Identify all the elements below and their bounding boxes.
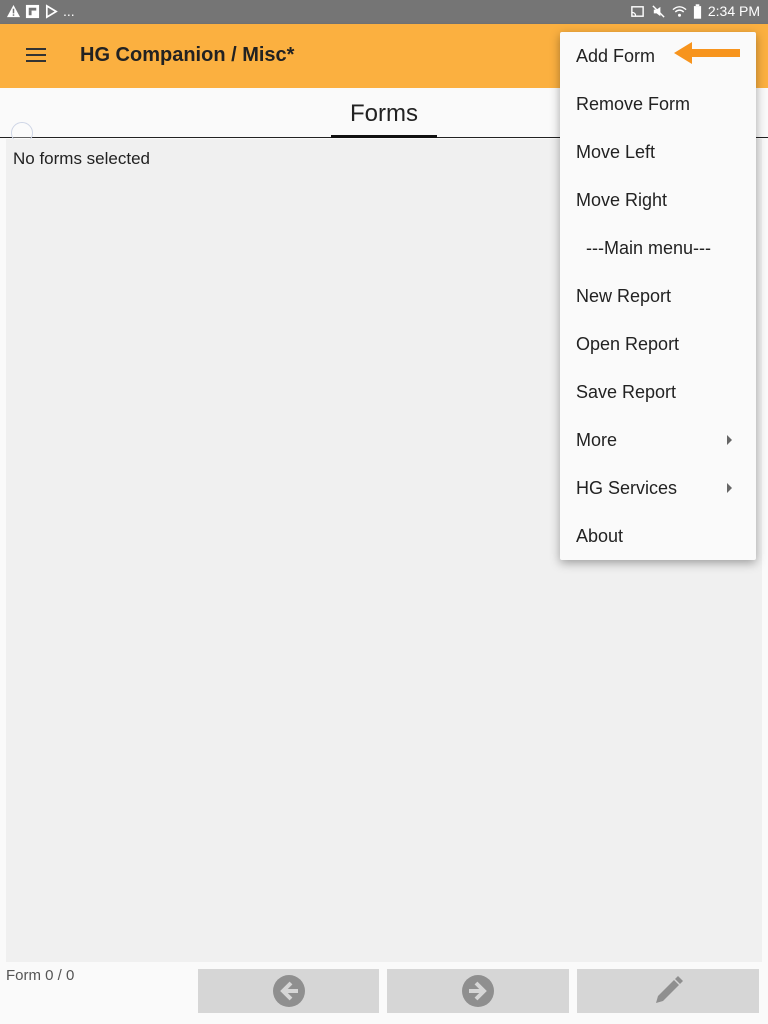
menu-item-new-report[interactable] bbox=[560, 272, 756, 320]
menu-item-label: Add Form bbox=[576, 46, 656, 66]
hamburger-menu-icon[interactable] bbox=[26, 48, 46, 64]
pencil-icon bbox=[650, 973, 686, 1009]
menu-separator-label: ---Main menu--- bbox=[586, 238, 712, 258]
mute-icon bbox=[651, 4, 666, 19]
next-arrow-icon bbox=[461, 974, 495, 1008]
menu-item-about[interactable] bbox=[560, 512, 756, 560]
previous-form-button[interactable] bbox=[198, 969, 379, 1013]
menu-item-save-report[interactable] bbox=[560, 368, 756, 416]
prev-arrow-icon bbox=[272, 974, 306, 1008]
status-bar-left bbox=[6, 3, 75, 19]
tab-forms[interactable]: Forms bbox=[331, 100, 437, 138]
menu-item-move-right[interactable] bbox=[560, 176, 756, 224]
empty-forms-message: No forms selected bbox=[13, 149, 150, 168]
menu-item-label: HG Services bbox=[576, 478, 678, 498]
menu-item-more[interactable] bbox=[560, 416, 756, 464]
menu-item-label: Move Right bbox=[576, 190, 668, 210]
pointer-arrow-icon bbox=[668, 38, 744, 68]
status-bar-right bbox=[630, 3, 760, 19]
menu-item-label: Move Left bbox=[576, 142, 656, 162]
menu-item-label: Remove Form bbox=[576, 94, 691, 114]
edit-form-button[interactable] bbox=[577, 969, 759, 1013]
menu-item-main-menu-separator bbox=[560, 224, 756, 272]
submenu-arrow-icon bbox=[727, 483, 732, 493]
status-bar bbox=[0, 0, 768, 24]
overflow-menu bbox=[560, 32, 756, 560]
menu-item-label: Save Report bbox=[576, 382, 677, 402]
menu-item-open-report[interactable] bbox=[560, 320, 756, 368]
menu-item-label: Open Report bbox=[576, 334, 680, 354]
play-store-icon bbox=[44, 4, 59, 19]
menu-item-remove-form[interactable] bbox=[560, 80, 756, 128]
cast-icon bbox=[630, 4, 645, 19]
menu-item-label: More bbox=[576, 430, 618, 450]
submenu-arrow-icon bbox=[727, 435, 732, 445]
warning-icon bbox=[6, 4, 21, 19]
form-counter: Form 0 / 0 bbox=[6, 967, 75, 984]
wifi-icon bbox=[672, 4, 687, 19]
menu-item-label: About bbox=[576, 526, 624, 546]
menu-item-label: New Report bbox=[576, 286, 672, 306]
flipboard-icon bbox=[25, 4, 40, 19]
menu-item-hg-services[interactable] bbox=[560, 464, 756, 512]
bottom-bar bbox=[0, 962, 768, 1024]
next-form-button[interactable] bbox=[387, 969, 569, 1013]
app-title: HG Companion / Misc* bbox=[80, 44, 295, 66]
menu-item-move-left[interactable] bbox=[560, 128, 756, 176]
status-time: 2:34 PM bbox=[707, 3, 760, 19]
battery-icon bbox=[693, 4, 702, 19]
status-overflow: ... bbox=[63, 3, 75, 19]
